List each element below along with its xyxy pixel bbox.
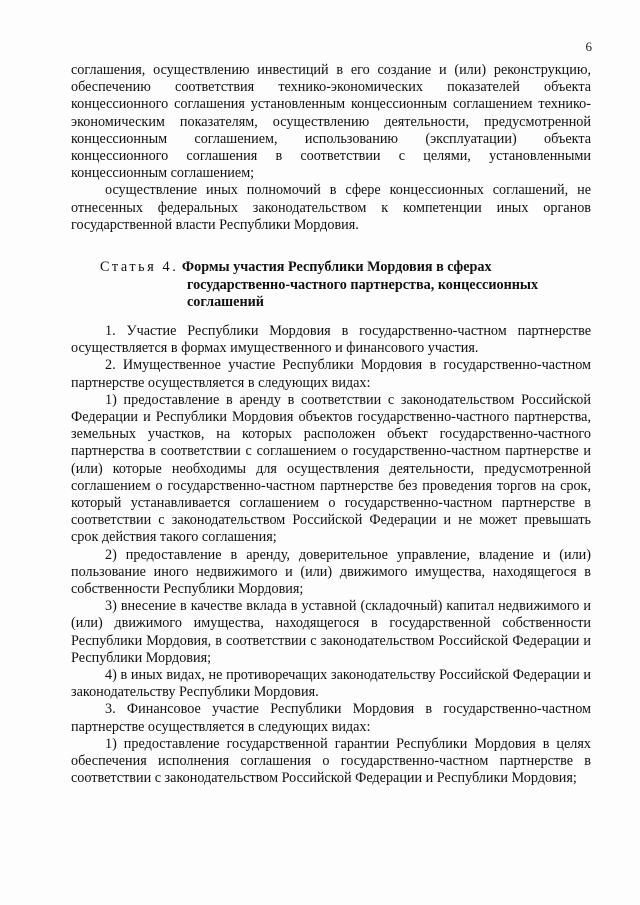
article-title-line-3: соглашений bbox=[187, 294, 264, 310]
article-title-line-2: государственно-частного партнерства, концессионных bbox=[187, 276, 539, 293]
clause-3-item-1: 1) предоставление государственной гарантии Республики Мордовия в целях обеспечения исполнения соглашения о государственно-частном партнерстве в соответствии с законодательством Российской Федерации и Республики Мордовия; bbox=[71, 735, 591, 787]
clause-2-item-4: 4) в иных видах, не противоречащих законодательству Российской Федерации и законодательству Республики Мордовия. bbox=[71, 667, 591, 701]
article-title-line-1: Формы участия Республики Мордовия в сферах bbox=[181, 259, 492, 275]
article-heading bbox=[100, 259, 600, 312]
clause-2: 2. Имущественное участие Республики Мордовия в государственно-частном партнерстве осуществляется в следующих видах: bbox=[71, 357, 591, 391]
page-number: 6 bbox=[585, 39, 592, 54]
intro-block bbox=[71, 62, 591, 234]
clause-2-item-1: 1) предоставление в аренду в соответствии с законодательством Российской Федерации и Республики Мордовия объектов государственно-частного партнерства, земельных участков, на которых расположен объект государственно-частного партнерства в соответствии с соглашением о государственно-частном партнерстве и (или) которые необходимы для осуществления деятельности, предусмотренной соглашением о государственно-частном партнерстве без проведения торгов на срок, который устанавливается соглашением о государственно-частном партнерстве в соответствии с законодательством Российской Федерации и не может превышать срок действия такого соглашения; bbox=[71, 391, 591, 546]
article-label: Статья 4. bbox=[100, 259, 179, 275]
intro-paragraph-1: соглашения, осуществлению инвестиций в его создание и (или) реконструкцию, обеспечению соответствия технико-экономических показателей объекта концессионного соглашения установленным концессионным соглашением технико-экономическим показателям, осуществлению деятельности, предусмотренной концессионным соглашением, использованию (эксплуатации) объекта концессионного соглашения в соответствии с целями, установленными концессионным соглашением; bbox=[71, 62, 591, 182]
clause-3: 3. Финансовое участие Республики Мордовия в государственно-частном партнерстве осуществляется в следующих видах: bbox=[71, 701, 591, 735]
clause-2-item-3: 3) внесение в качестве вклада в уставной (складочный) капитал недвижимого и (или) движимого имущества, находящегося в государственной собственности Республики Мордовия, в соответствии с законодательством Российской Федерации и Республики Мордовия; bbox=[71, 598, 591, 666]
article-body bbox=[71, 323, 591, 787]
clause-1: 1. Участие Республики Мордовия в государственно-частном партнерстве осуществляется в формах имущественного и финансового участия. bbox=[71, 323, 591, 357]
intro-paragraph-2: осуществление иных полномочий в сфере концессионных соглашений, не отнесенных федеральных законодательством к компетенции иных органов государственной власти Республики Мордовия. bbox=[71, 182, 591, 233]
clause-2-item-2: 2) предоставление в аренду, доверительное управление, владение и (или) пользование иного недвижимого и (или) движимого имущества, находящегося в собственности Республики Мордовия; bbox=[71, 546, 591, 598]
